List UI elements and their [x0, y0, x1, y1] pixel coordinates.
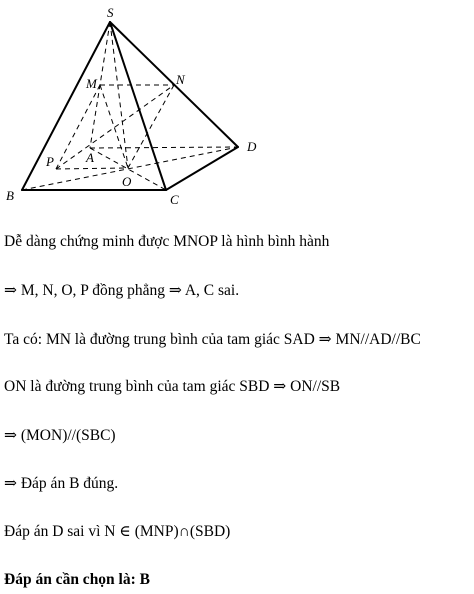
text-line-5: ⇒ (MON)//(SBC): [4, 427, 116, 444]
text-line-3: Ta có: MN là đường trung bình của tam giác SAD ⇒ MN//AD//BC: [4, 331, 421, 348]
label-M: M: [86, 76, 97, 91]
label-B: B: [6, 188, 14, 203]
label-P: P: [46, 154, 54, 169]
text-line-1: Dễ dàng chứng minh được MNOP là hình bình hành: [4, 233, 330, 250]
answer-line: Đáp án cần chọn là: B: [4, 571, 150, 588]
text-line-2: ⇒ M, N, O, P đồng phẳng ⇒ A, C sai.: [4, 282, 240, 299]
label-C: C: [170, 192, 179, 207]
text-line-7: Đáp án D sai vì N ∈ (MNP)∩(SBD): [4, 523, 231, 540]
hidden-edges: [22, 22, 238, 190]
text-line-6: ⇒ Đáp án B đúng.: [4, 475, 119, 492]
label-O: O: [122, 174, 132, 189]
label-A: A: [86, 150, 94, 165]
label-S: S: [107, 5, 114, 20]
pyramid-figure: [0, 0, 474, 215]
label-N: N: [176, 72, 185, 87]
label-D: D: [247, 139, 257, 154]
text-line-4: ON là đường trung bình của tam giác SBD ⇒ ON//SB: [4, 378, 341, 395]
